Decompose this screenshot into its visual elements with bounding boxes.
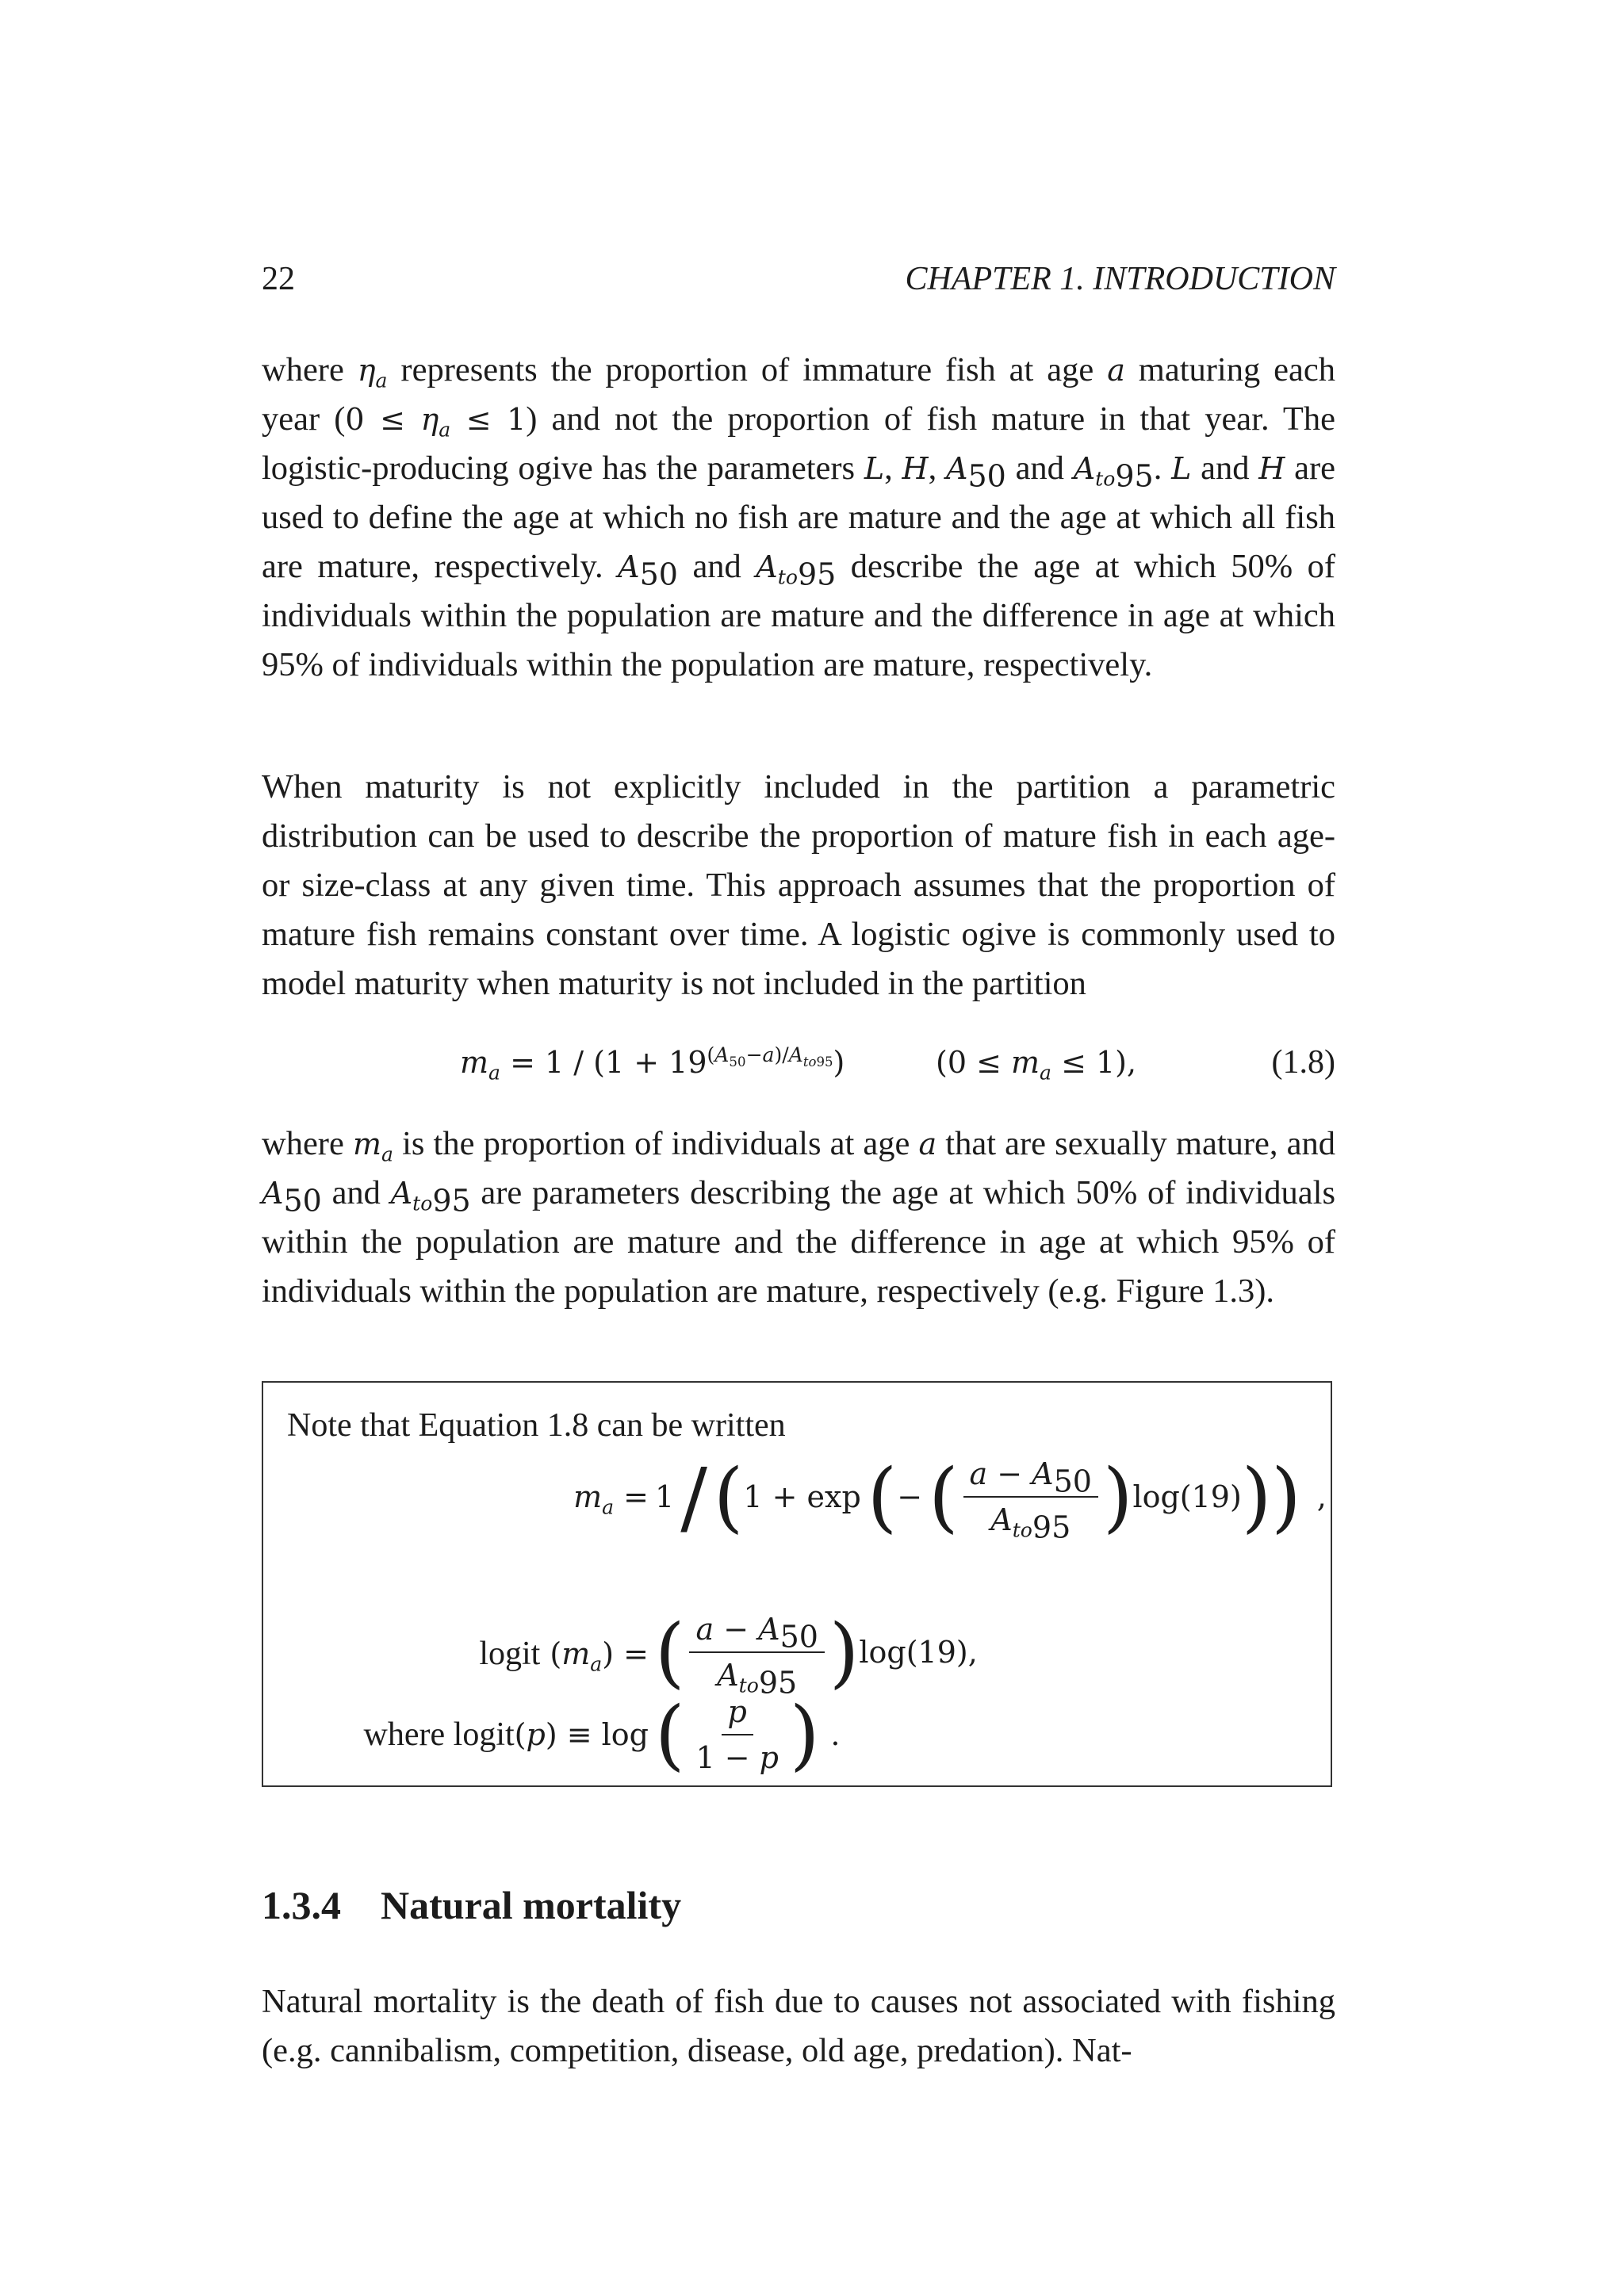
section-number: 1.3.4 [262,1883,341,1927]
section-heading [262,1877,681,1933]
note-box [262,1381,1332,1787]
note-eq1-rhs: 1 / ( 1 + exp ( − ( $\frac{a - A_{50}}{A_{to95}}$ ) log(19) )) , [655,1450,1327,1545]
paragraph-logistic-ogive: When maturity is not explicitly included in the partition a parametric distribution can be used to describe the proportion of mature fish in each age- or size-class at any given time. This approach assumes that the proportion of mature fish remains constant over time. A logistic ogive is commonly used to model maturity when maturity is not included in the partition [262,768,1335,1002]
note-eq3-rhs: ( $\frac{p}{1 - p}$ ) . [655,1690,841,1779]
paragraph-natural-mortality: Natural mortality is the death of fish due to causes not associated with fishing (e.g. cannibalism, competition, disease, old age, predation). Nat- [262,1983,1335,2069]
section-title: Natural mortality [381,1883,682,1927]
running-header: CHAPTER 1. INTRODUCTION [905,261,1335,297]
equation-number: (1.8) [1271,1044,1335,1081]
equation-1-8: $m_a = 1 / (1 + 19^{(A_{50}-a)/A_{to95}})$ $(0 \le m_a \le 1)$, (1.8) [262,1031,1335,1094]
note-eq2-lhs: logit $(m_a)$ = [479,1636,649,1676]
note-eq1-lhs: $m_a$ = [573,1479,649,1519]
paragraph-maturity-parameters: where $\eta_a$ represents the proportion of immature fish at age a maturing each year $(0 \le \eta_a \le 1)$ and not the proportion of fish mature in that year. The logistic-producing ogive has the parameters L, H, $A_{50}$ and $A_{to95}$. L and H are used to define the age at which no fish are mature and the age at which all fish are mature, respectively. $A_{50}$ and $A_{to95}$ describe the age at which 50% of individuals within the population are mature and the difference in age at which 95% of individuals within the population are mature, respectively. [262,351,1336,683]
paragraph-ma-definition: where $m_a$ is the proportion of individuals at age a that are sexually mature, and $A_{50}$ and $A_{to95}$ are parameters describing the age at which 50% of individuals within the population are mature and the difference in age at which 95% of individuals within the population are mature, respectively (e.g. Figure 1.3). [262,1125,1336,1310]
note-eq3-lhs: where logit(p) ≡ log [363,1716,649,1753]
note-intro: Note that Equation 1.8 can be written [287,1407,786,1444]
page-number: 22 [262,261,295,297]
note-eq2-rhs: ( $\frac{a - A_{50}}{A_{to95}}$ ) log(19), [655,1608,978,1701]
